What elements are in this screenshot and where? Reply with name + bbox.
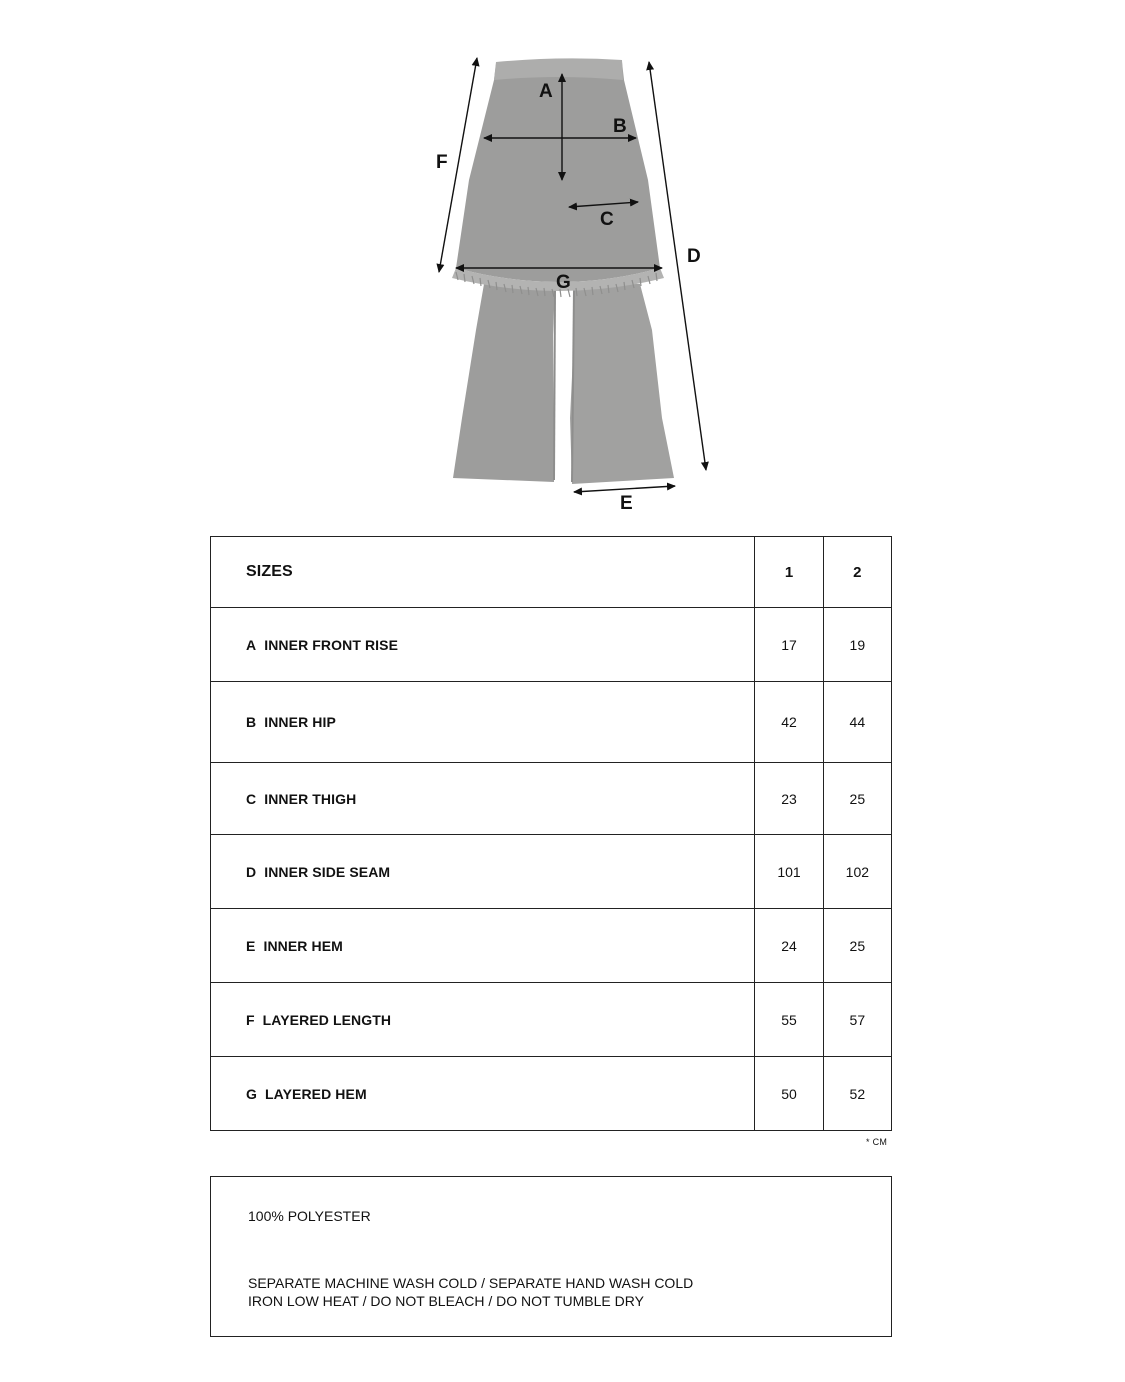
measurement-letter: A bbox=[246, 636, 257, 653]
diagram-letter-a: A bbox=[539, 81, 553, 102]
table-row bbox=[211, 909, 892, 983]
size-header-row bbox=[211, 537, 892, 608]
size-1-value: 55 bbox=[755, 983, 823, 1057]
size-1-value: 101 bbox=[755, 835, 823, 909]
leg-gap-shadow bbox=[554, 290, 555, 480]
measurement-letter: D bbox=[246, 863, 257, 880]
diagram-letter-b: B bbox=[613, 116, 627, 137]
table-row bbox=[211, 983, 892, 1057]
table-row bbox=[211, 682, 892, 763]
care-instructions-line: IRON LOW HEAT / DO NOT BLEACH / DO NOT TUMBLE DRY bbox=[248, 1293, 644, 1309]
inner-pants-right-leg bbox=[570, 284, 674, 484]
measurement-label bbox=[211, 682, 755, 763]
table-row bbox=[211, 1057, 892, 1131]
size-1-value: 17 bbox=[755, 608, 823, 682]
size-2-value: 52 bbox=[823, 1057, 891, 1131]
size-2-value: 57 bbox=[823, 983, 891, 1057]
measurement-name: INNER HEM bbox=[263, 937, 343, 954]
diagram-letter-g: G bbox=[556, 272, 571, 293]
measurement-letter: E bbox=[246, 937, 256, 954]
measurement-name: INNER SIDE SEAM bbox=[264, 863, 391, 880]
garment-diagram bbox=[0, 0, 1125, 520]
table-row bbox=[211, 835, 892, 909]
measurement-name: INNER THIGH bbox=[264, 790, 357, 807]
size-1-value: 42 bbox=[755, 682, 823, 763]
size-1-value: 50 bbox=[755, 1057, 823, 1131]
measurement-label bbox=[211, 1057, 755, 1131]
inner-pants-left-leg bbox=[453, 284, 555, 482]
waistband bbox=[494, 58, 623, 80]
measurement-label bbox=[211, 909, 755, 983]
size-2-heading: 2 bbox=[823, 537, 891, 608]
measurement-name: INNER FRONT RISE bbox=[264, 636, 399, 653]
size-2-value: 19 bbox=[823, 608, 891, 682]
table-row bbox=[211, 763, 892, 835]
diagram-letter-d: D bbox=[687, 246, 701, 267]
measurement-label bbox=[211, 835, 755, 909]
size-1-value: 23 bbox=[755, 763, 823, 835]
measure-arrow-e bbox=[574, 486, 675, 492]
fabric-composition: 100% POLYESTER bbox=[248, 1208, 371, 1224]
unit-note: * CM bbox=[866, 1137, 888, 1147]
measurement-letter: B bbox=[246, 714, 257, 730]
care-info-box bbox=[210, 1176, 892, 1337]
sizes-heading: SIZES bbox=[211, 537, 755, 608]
diagram-letter-f: F bbox=[436, 152, 448, 173]
diagram-letter-c: C bbox=[600, 209, 614, 230]
size-2-value: 102 bbox=[823, 835, 891, 909]
measurement-label bbox=[211, 983, 755, 1057]
size-chart-table bbox=[210, 536, 892, 1131]
measurement-letter: G bbox=[246, 1085, 257, 1102]
size-2-value: 25 bbox=[823, 763, 891, 835]
measurement-name: LAYERED LENGTH bbox=[262, 1011, 392, 1028]
measurement-label bbox=[211, 763, 755, 835]
measurement-letter: C bbox=[246, 790, 257, 807]
size-2-value: 44 bbox=[823, 682, 891, 763]
size-1-heading: 1 bbox=[755, 537, 823, 608]
table-row bbox=[211, 608, 892, 682]
care-instructions-line: SEPARATE MACHINE WASH COLD / SEPARATE HAND WASH COLD bbox=[248, 1275, 694, 1291]
size-1-value: 24 bbox=[755, 909, 823, 983]
skirt-overlay bbox=[456, 60, 660, 282]
measurement-name: LAYERED HEM bbox=[265, 1085, 367, 1102]
measurement-letter: F bbox=[246, 1011, 255, 1028]
size-2-value: 25 bbox=[823, 909, 891, 983]
measurement-name: INNER HIP bbox=[264, 714, 336, 730]
diagram-letter-e: E bbox=[620, 493, 633, 514]
measurement-label bbox=[211, 608, 755, 682]
